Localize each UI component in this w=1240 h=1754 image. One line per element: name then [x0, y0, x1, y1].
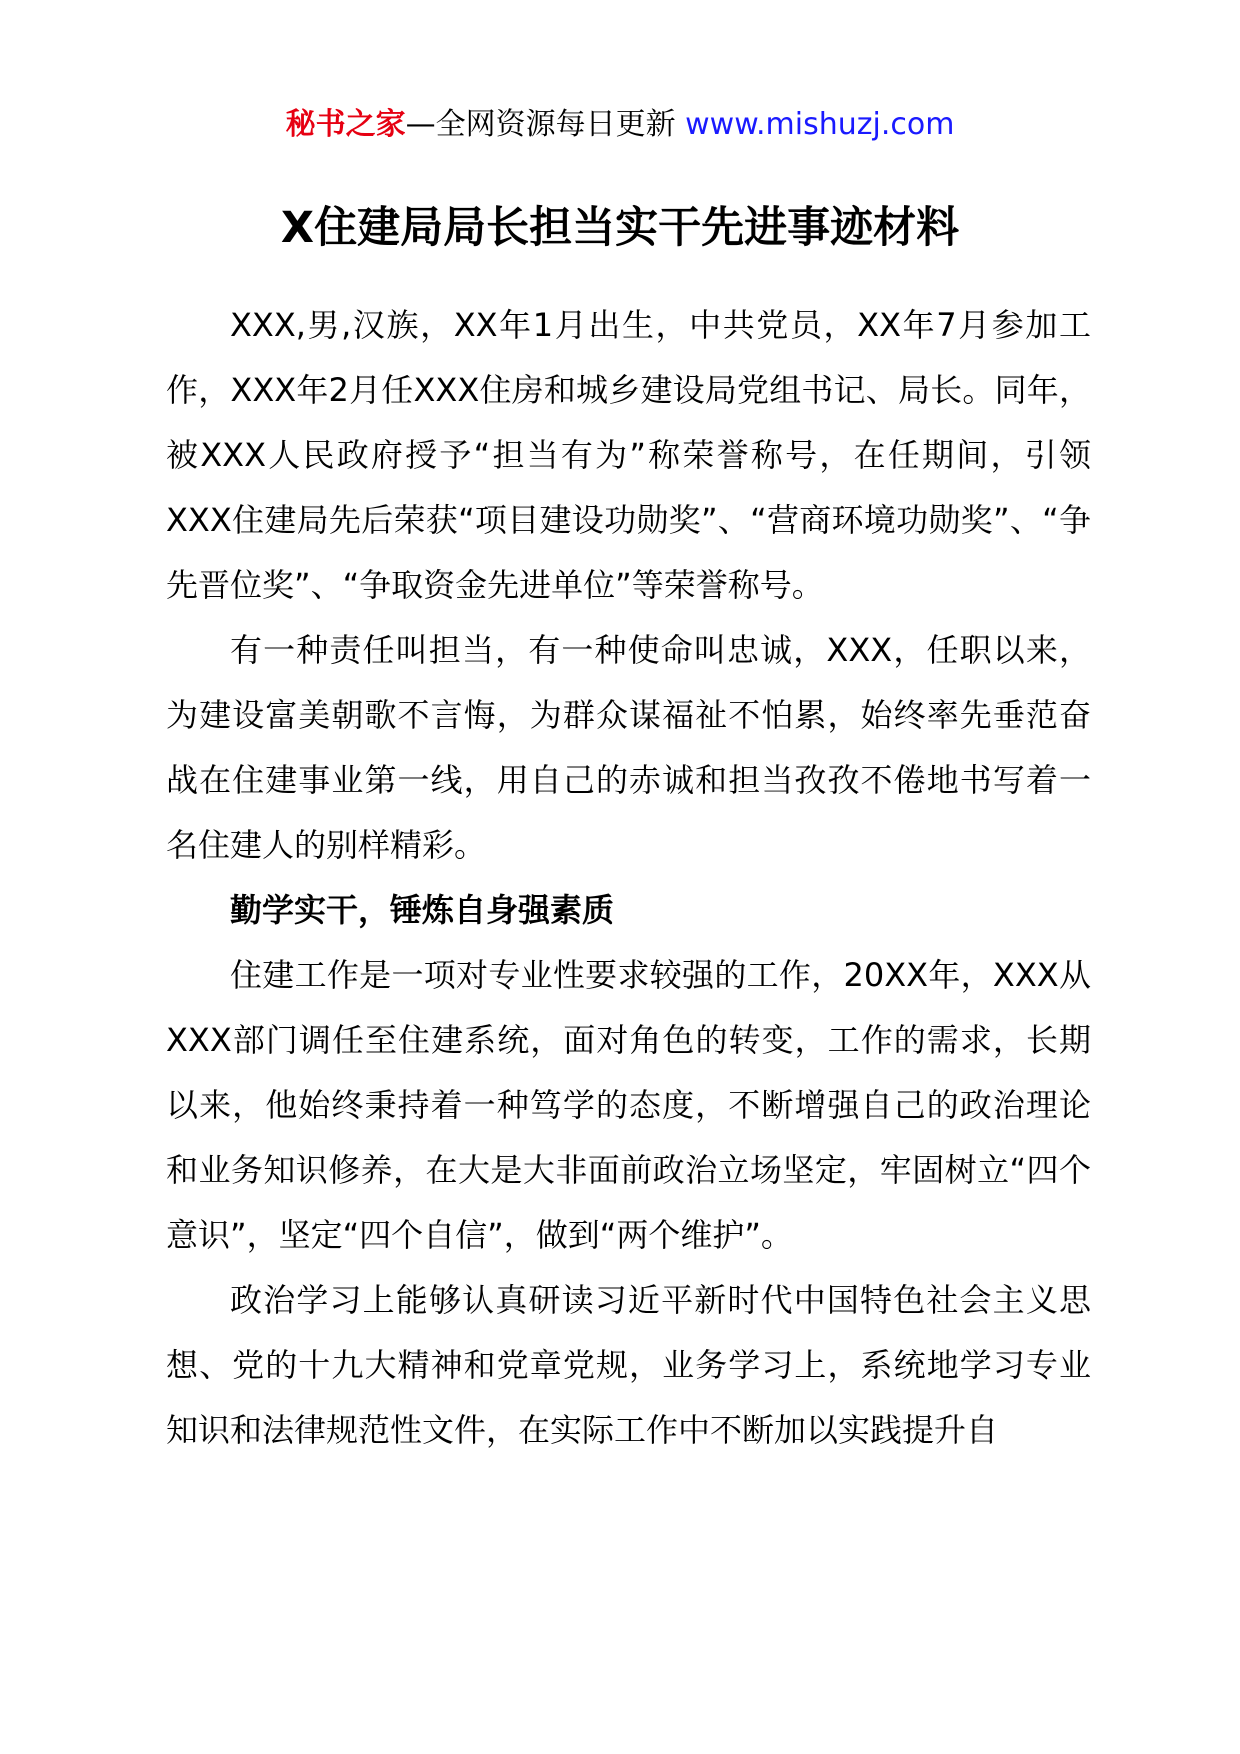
paragraph-politics: 政治学习上能够认真研读习近平新时代中国特色社会主义思想、党的十九大精神和党章党规，业务学习上，系统地学习专业知识和法律规范性文件，在实际工作中不断加以实践提升自	[166, 1281, 1091, 1449]
paragraph-study: 住建工作是一项对专业性要求较强的工作，20XX年，XXX从XXX部门调任至住建系统，面对角色的转变，工作的需求，长期以来，他始终秉持着一种笃学的态度，不断增强自己的政治理论和业务知识修养，在大是大非面前政治立场坚定，牢固树立“四个意识”，坚定“四个自信”，做到“两个维护”。	[166, 956, 1091, 1254]
site-url-link[interactable]: www.mishuzj.com	[685, 107, 955, 142]
brand-name: 秘书之家	[285, 107, 406, 142]
section-heading: 勤学实干，锤炼自身强素质	[230, 891, 615, 929]
site-header	[0, 100, 1240, 150]
paragraph-summary: 有一种责任叫担当，有一种使命叫忠诚，XXX，任职以来，为建设富美朝歌不言悔，为群众谋福祉不怕累，始终率先垂范奋战在住建事业第一线，用自己的赤诚和担当孜孜不倦地书写着一名住建人的别样精彩。	[166, 631, 1091, 864]
document-title: X住建局局长担当实干先进事迹材料	[280, 203, 960, 253]
document-body	[166, 293, 1091, 1463]
paragraph-intro: XXX,男,汉族，XX年1月出生，中共党员，XX年7月参加工作，XXX年2月任XXX住房和城乡建设局党组书记、局长。同年，被XXX人民政府授予“担当有为”称荣誉称号，在任期间，引领XXX住建局先后荣获“项目建设功勋奖”、“营商环境功勋奖”、“争先晋位奖”、“争取资金先进单位”等荣誉称号。	[166, 306, 1091, 604]
header-slogan: —全网资源每日更新	[405, 107, 676, 142]
